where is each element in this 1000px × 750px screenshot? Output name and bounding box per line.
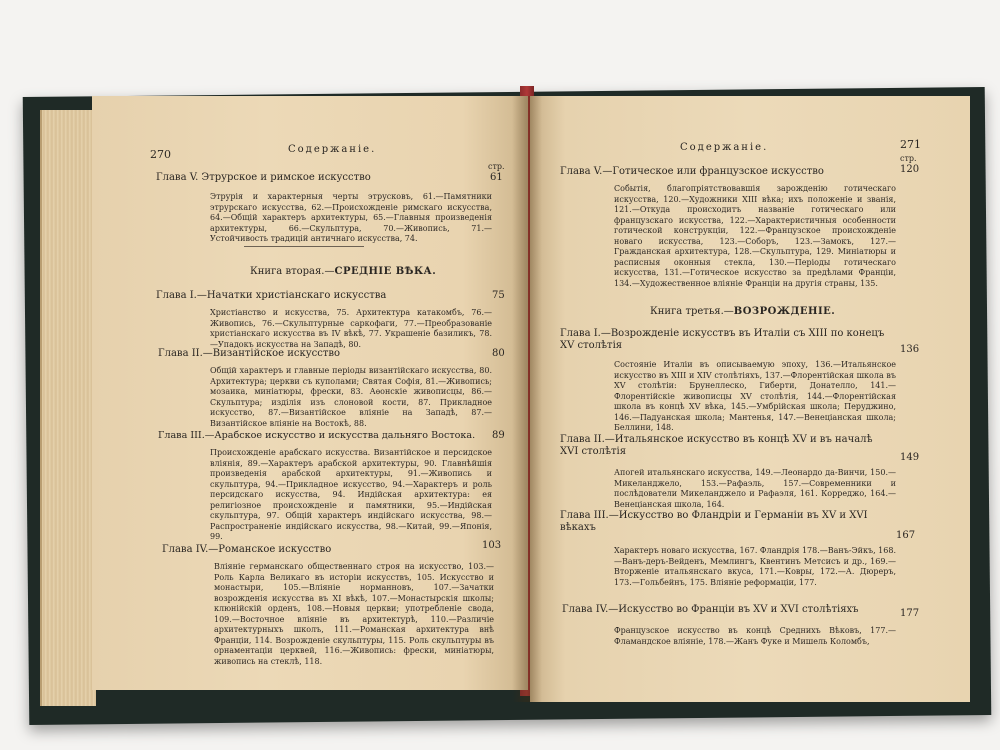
left-chapter-4-summary: Происхожденіе арабскаго искусства. Византійское и персидское вліянія, 89.—Характеръ арабской архитектуры, 90. Главнѣйшія произведенія арабской архитектуры, 91.—Живопись и скульптура, 94.—Прикладное искусство, 94.—Характеръ и роль персидскаго искусства, 94. Индійская архитектура: ея религіозное происхожденіе и памятники, 95.—Индійская скульптура, 97. Общій характеръ индійскаго искусства, 98.—Распространеніе индійскаго искусства, 98.—Китай, 99.—Японія, 99. [210,448,492,541]
left-chapter-1-page: 61 [490,172,503,183]
left-chapter-1-summary: Этрурія и характерныя черты этрусковъ, 61.—Памятники этрурскаго искусства, 62.—Происхожденіе римскаго искусства, 64.—Общій характеръ архитектуры, 65.—Главныя произведенія архитектуры, 66.—Скульптура, 70.—Живопись, 71.—Устойчивость традицій античнаго искусства, 74. [210,192,492,243]
left-str-label: стр. [488,162,505,171]
right-chapter-1-summary: Событія, благопріятствовавшія зарожденію готическаго искусства, 120.—Художники XIII вѣка; ихъ положеніе и званія, 121.—Откуда происходитъ названіе готическаго или французскаго искусства, 122.—Характеристичныя особенности готической конструкціи, 122.—Французское происхожденіе новаго искусства, 123.—Соборъ, 123.—Замокъ, 127.—Гражданская архитектура, 128.—Скульптура, 129. Миніатюры и расписныя оконныя стекла, 130.—Періоды готическаго искусства, 131.—Готическое искусство за предѣлами Франціи, 134.—Художественное вліяніе Франціи на другія страны, 135. [614,184,896,288]
right-chapter-4-page: 167 [896,530,916,541]
left-chapter-3-summary: Общій характеръ и главные періоды византійскаго искусства, 80. Архитектура; церкви съ куполами; Святая Софія, 81.—Живопись; мозаика, миніатюры, фрески, 83. Аѳонскіе живописцы, 86.—Скульптура; изділія изъ слоновой кости, 87. Прикладное искусство, 87.—Византійское вліяніе на Западѣ, 87.—Византійское вліяніе на Востокѣ, 88. [210,366,492,428]
left-page-header: Содержаніе. [288,144,377,155]
right-chapter-2-label: Глава I.—Возрожденіе искусствъ въ Италіи съ XIII по конецъ XV столѣтія [560,328,885,351]
page-edges [40,110,96,706]
left-chapter-5-title: Глава IV.—Романское искусство [162,544,332,555]
left-divider [244,246,364,247]
left-chapter-5-summary: Вліяніе германскаго общественнаго строя на искусство, 103.—Роль Карла Великаго въ исторіи искусствъ, 105. Искусство и монастыри, 105.—Вліяніе норманновъ, 107.—Зачатки возрожденія искусства въ XI вѣкѣ, 107.—Монастырскія школы; клюнійскій орденъ, 108.—Новыя церкви; употребленіе свода, 109.—Восточное вліяніе въ архитектурѣ, 110.—Различіе архитектурныхъ школъ, 111.—Романская архитектура внѣ Франціи, 114. Возрожденіе скульптуры, 115. Роль скульптуры въ орнаментаціи церквей, 116.—Живопись: фрески, миніатюры, живопись на стеклѣ, 118. [214,562,494,666]
left-chapter-2-page: 75 [492,290,505,301]
right-chapter-1-title: Глава V.—Готическое или французское искусство [560,166,824,177]
right-book-heading [650,306,835,317]
right-page-header: Содержаніе. [680,142,769,153]
gutter-shadow [512,96,542,702]
right-chapter-1-page: 120 [900,164,920,175]
right-book-prefix: Книга третья.— [650,306,734,317]
right-chapter-3-summary: Апогей итальянскаго искусства, 149.—Леонардо да-Винчи, 150.—Микеланджело, 153.—Рафаэль, 157.—Современники и послѣдователи Микеланджело и Рафаэля, 161. Корреджо, 164.—Венеціанская школа, 164. [614,468,896,509]
left-chapter-4-title: Глава III.—Арабское искусство и искусства дальняго Востока. [158,430,476,441]
right-page-number: 271 [900,138,921,151]
right-chapter-5-title: Глава IV.—Искусство во Франціи въ XV и XVI столѣтіяхъ [562,604,859,615]
right-chapter-4-title [560,510,890,534]
left-page [92,96,528,690]
right-chapter-5-summary: Французское искусство въ концѣ Среднихъ Вѣковъ, 177.—Фламандское вліяніе, 178.—Жанъ Фуке и Мишель Коломбъ, [614,626,896,646]
left-chapter-3-page: 80 [492,348,505,359]
right-chapter-3-title [560,434,890,458]
right-chapter-2-summary: Состояніе Италіи въ описываемую эпоху, 136.—Итальянское искусство въ XIII и XIV столѣтіяхъ, 137.—Флорентійская школа въ XV столѣтіи: Брунеллеско, Гиберти, Донателло, 141.—Флорентійскіе живописцы XV столѣтія, 144.—Флорентійская школа въ концѣ XV вѣка, 145.—Умбрійская школа; Перуджино, 146.—Падуанская школа; Мантенья, 147.—Венеціанская школа; Беллини, 148. [614,360,896,432]
right-book-title: ВОЗРОЖДЕНІЕ. [733,306,836,317]
left-book-heading [250,266,436,277]
right-str-label: стр. [900,154,917,163]
right-chapter-3-page: 149 [900,452,920,463]
right-chapter-4-summary: Характеръ новаго искусства, 167. Фландрія 178.—Ванъ-Эйкъ, 168.—Ванъ-деръ-Вейденъ, Мемлингъ, Квентинъ Метсисъ и др., 169.—Вторженіе итальянскаго вкуса, 171.—Ковры, 172.—А. Дюреръ, 173.—Гольбейнъ, 175. Вліяніе реформаціи, 177. [614,546,896,587]
right-page [530,96,970,702]
left-chapter-1-title: Глава V. Этрурское и римское искусство [156,172,371,183]
right-chapter-2-page: 136 [900,344,920,355]
right-chapter-5-page: 177 [900,608,920,619]
right-chapter-3-label: Глава II.—Итальянское искусство въ концѣ XV и въ началѣ XVI столѣтія [560,434,873,457]
left-chapter-2-title: Глава I.—Начатки христіанскаго искусства [156,290,387,301]
left-book-prefix: Книга вторая.— [250,266,335,277]
left-chapter-4-page: 89 [492,430,505,441]
left-book-title: СРЕДНІЕ ВѢКА. [334,266,437,277]
left-chapter-2-summary: Христіанство и искусства, 75. Архитектура катакомбъ, 76.—Живопись, 76.—Скульптурные саркофаги, 77.—Преобразованіе христіанскаго искусства въ IV вѣкѣ, 77. Украшеніе базиликъ, 78.—Упадокъ искусства на Западѣ, 80. [210,308,492,349]
right-chapter-2-title [560,328,890,352]
left-chapter-5-page: 103 [482,540,502,551]
left-chapter-3-title: Глава II.—Византійское искусство [158,348,341,359]
left-page-number: 270 [150,148,171,161]
right-chapter-4-label: Глава III.—Искусство во Фландріи и Германіи въ XV и XVI вѣкахъ [560,510,868,533]
